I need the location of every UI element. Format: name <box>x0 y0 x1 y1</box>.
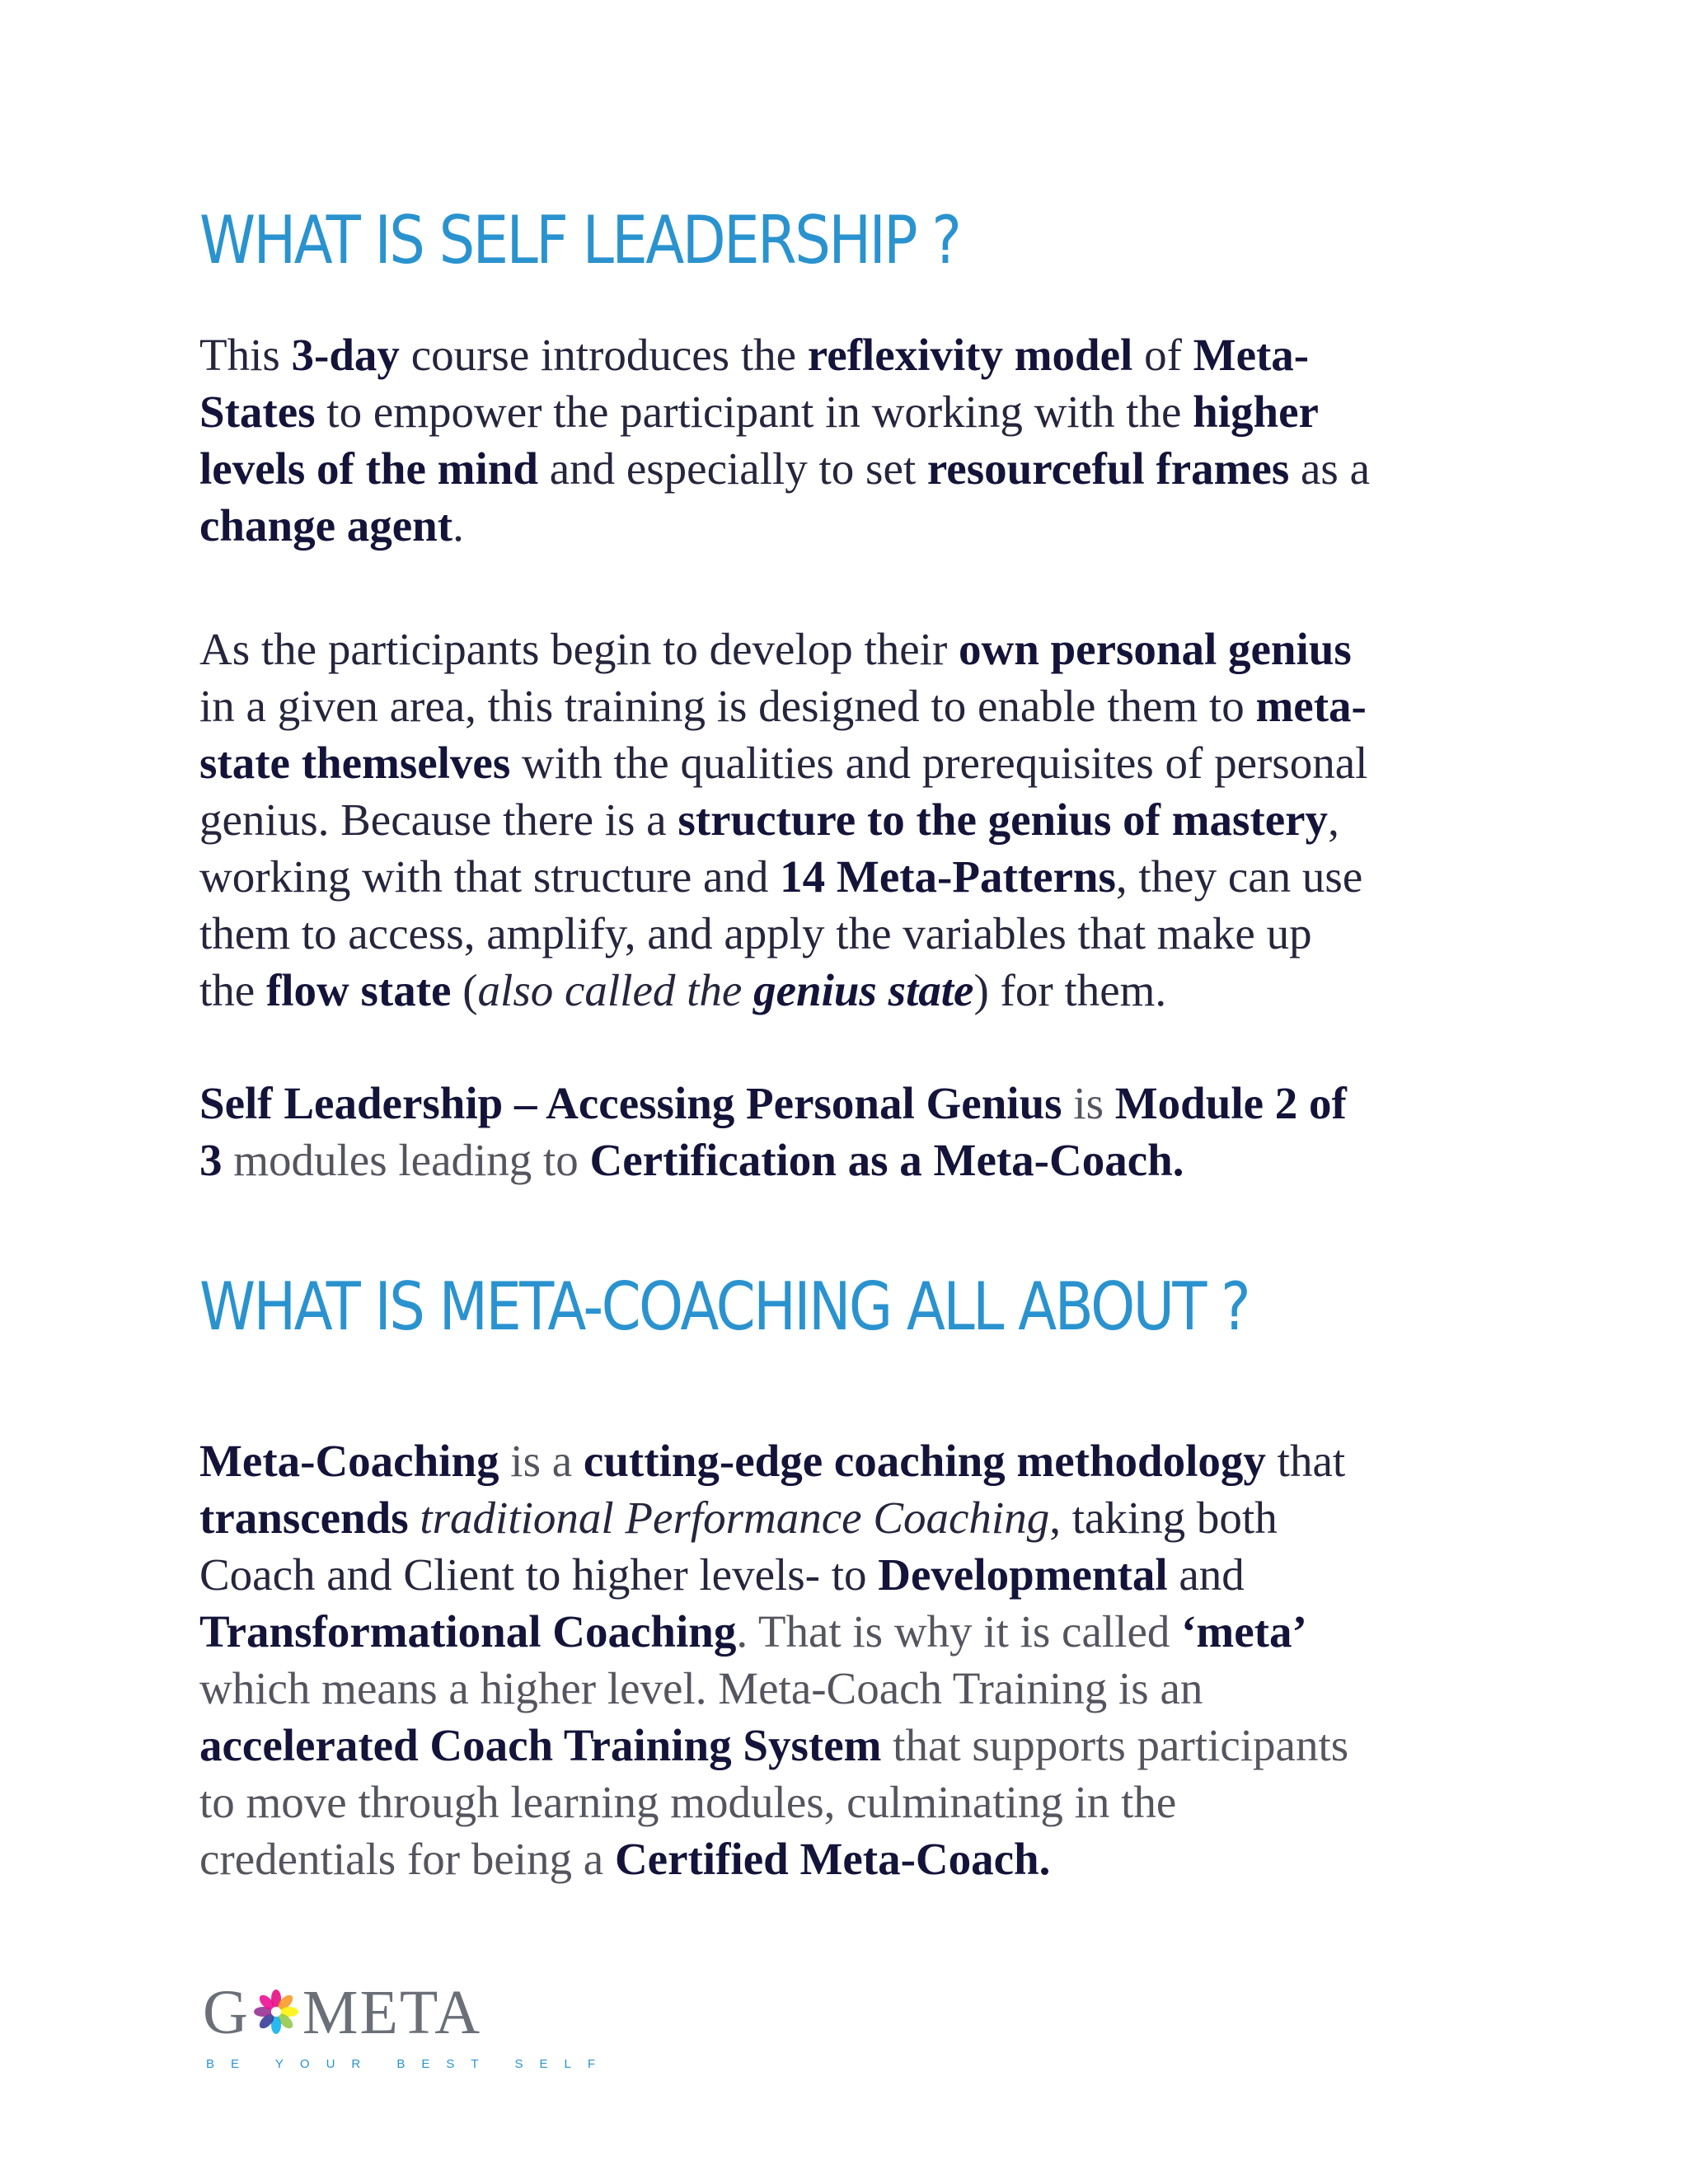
text-line: the flow state (also called the genius state) for them. <box>199 965 1167 1015</box>
text-line: Meta-Coaching is a cutting-edge coaching methodology that <box>199 1436 1346 1486</box>
text-line: in a given area, this training is designed to enable them to meta- <box>199 681 1367 731</box>
text-line: working with that structure and 14 Meta-Patterns, they can use <box>199 851 1363 902</box>
flower-center <box>271 2007 281 2017</box>
text-line: to move through learning modules, culminating in the <box>199 1777 1177 1827</box>
text-line: levels of the mind and especially to set resourceful frames as a <box>199 443 1370 494</box>
logo-tagline: BE YOUR BEST SELF <box>206 2057 612 2071</box>
flower-icon <box>251 1987 301 2036</box>
text-line: genius. Because there is a structure to the genius of mastery, <box>199 794 1339 845</box>
text-line: Self Leadership – Accessing Personal Genius is Module 2 of <box>199 1078 1347 1128</box>
paragraph-meta-coaching <box>199 1432 1551 1887</box>
text-line: change agent. <box>199 500 464 551</box>
text-line: transcends traditional Performance Coaching, taking both <box>199 1493 1278 1543</box>
text-line: Coach and Client to higher levels- to Developmental and <box>199 1549 1245 1600</box>
paragraph-module-info <box>199 1075 1551 1188</box>
text-line: them to access, amplify, and apply the variables that make up <box>199 908 1312 958</box>
logo-wordmark <box>203 1978 482 2047</box>
text-line: accelerated Coach Training System that supports participants <box>199 1720 1349 1770</box>
text-line: As the participants begin to develop their own personal genius <box>199 624 1352 674</box>
paragraph-course-intro <box>199 326 1551 554</box>
section-heading-meta-coaching: WHAT IS META-COACHING ALL ABOUT ? <box>199 1268 1250 1345</box>
paragraph-personal-genius <box>199 621 1551 1019</box>
text-line: Transformational Coaching. That is why it is called ‘meta’ <box>199 1606 1307 1657</box>
text-line: which means a higher level. Meta-Coach Training is an <box>199 1663 1203 1713</box>
logo-letter-g: G <box>203 1978 250 2047</box>
go-meta-logo <box>203 1978 612 2072</box>
text-line: state themselves with the qualities and prerequisites of personal <box>199 738 1368 788</box>
section-heading-self-leadership: WHAT IS SELF LEADERSHIP ? <box>199 202 960 279</box>
text-line: 3 modules leading to Certification as a Meta-Coach. <box>199 1135 1184 1185</box>
text-line: States to empower the participant in working with the higher <box>199 387 1319 437</box>
logo-word-meta: META <box>302 1978 482 2047</box>
text-line: This 3-day course introduces the reflexivity model of Meta- <box>199 330 1310 380</box>
text-line: credentials for being a Certified Meta-Coach. <box>199 1834 1051 1884</box>
